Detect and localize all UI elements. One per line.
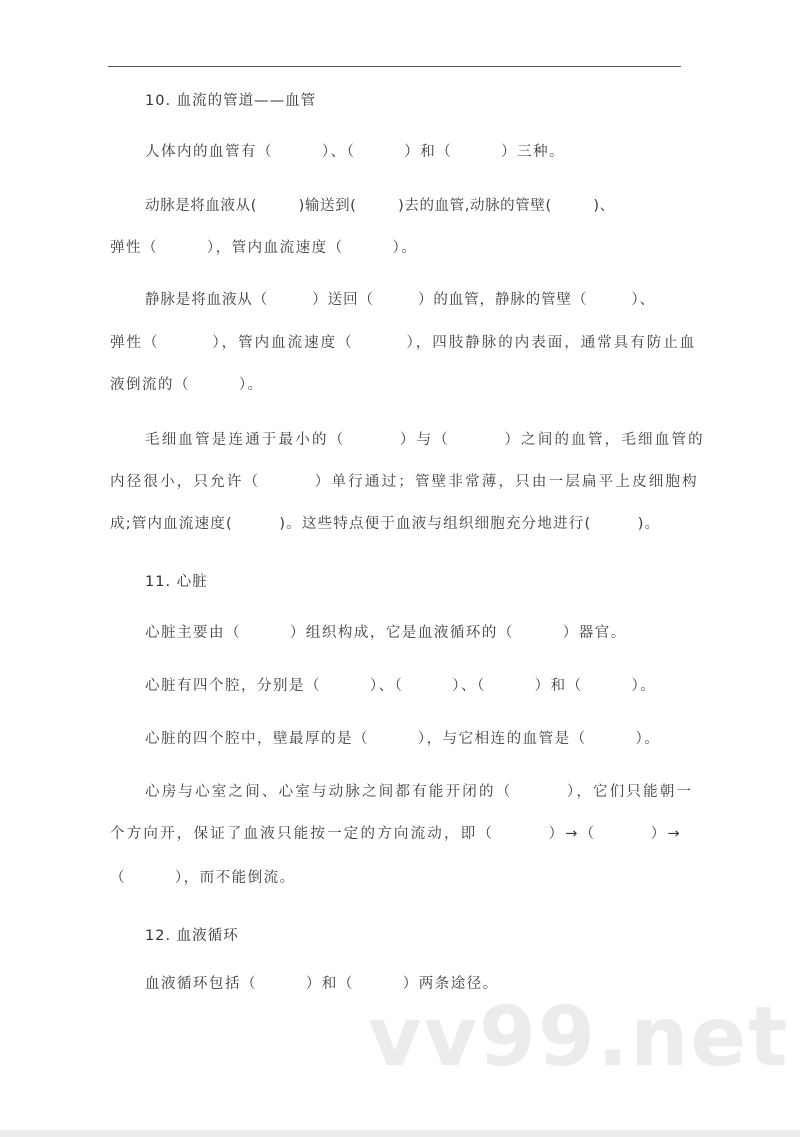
text-line: 液倒流的（ ）。 [110, 377, 264, 393]
text-line: 心房与心室之间、心室与动脉之间都有能开闭的（ ），它们只能朝一 [145, 784, 694, 800]
text-line: 内径很小，只允许（ ）单行通过；管壁非常薄，只由一层扁平上皮细胞构 [110, 474, 699, 490]
text-line: （ ），而不能倒流。 [110, 870, 296, 886]
text-line: 血液循环包括（ ）和（ ）两条途径。 [145, 976, 499, 992]
header-rule [108, 66, 681, 67]
text-line: 心脏主要由（ ）组织构成，它是血液循环的（ ）器官。 [145, 625, 627, 641]
section-heading-12: 12. 血液循环 [145, 928, 239, 944]
watermark: vv99.net [368, 990, 790, 1085]
text-line: 动脉是将血液从( )输送到( )去的血管,动脉的管壁( )、 [145, 198, 615, 214]
text-line: 毛细血管是连通于最小的（ ）与（ ）之间的血管，毛细血管的 [145, 432, 705, 448]
text-line: 心脏的四个腔中，壁最厚的是（ ），与它相连的血管是（ ）。 [145, 731, 661, 747]
text-line: 个方向开，保证了血液只能按一定的方向流动，即（ ）→（ ）→ [110, 826, 682, 842]
text-line: 弹性（ ），管内血流速度（ ），四肢静脉的内表面，通常具有防止血 [110, 335, 697, 351]
text-line: 成;管内血流速度( )。这些特点便于血液与组织细胞充分地进行( )。 [110, 516, 661, 532]
section-heading-11: 11. 心脏 [145, 574, 208, 590]
text-line: 心脏有四个腔，分别是（ ）、（ ）、（ ）和（ ）。 [145, 678, 657, 694]
page-bottom-edge [0, 1130, 800, 1137]
text-line: 弹性（ ），管内血流速度（ ）。 [110, 240, 418, 256]
section-heading-10: 10. 血流的管道——血管 [145, 93, 317, 109]
text-line: 静脉是将血液从（ ）送回（ ）的血管，静脉的管壁（ ）、 [145, 292, 655, 308]
text-line: 人体内的血管有（ ）、（ ）和（ ）三种。 [145, 144, 566, 160]
